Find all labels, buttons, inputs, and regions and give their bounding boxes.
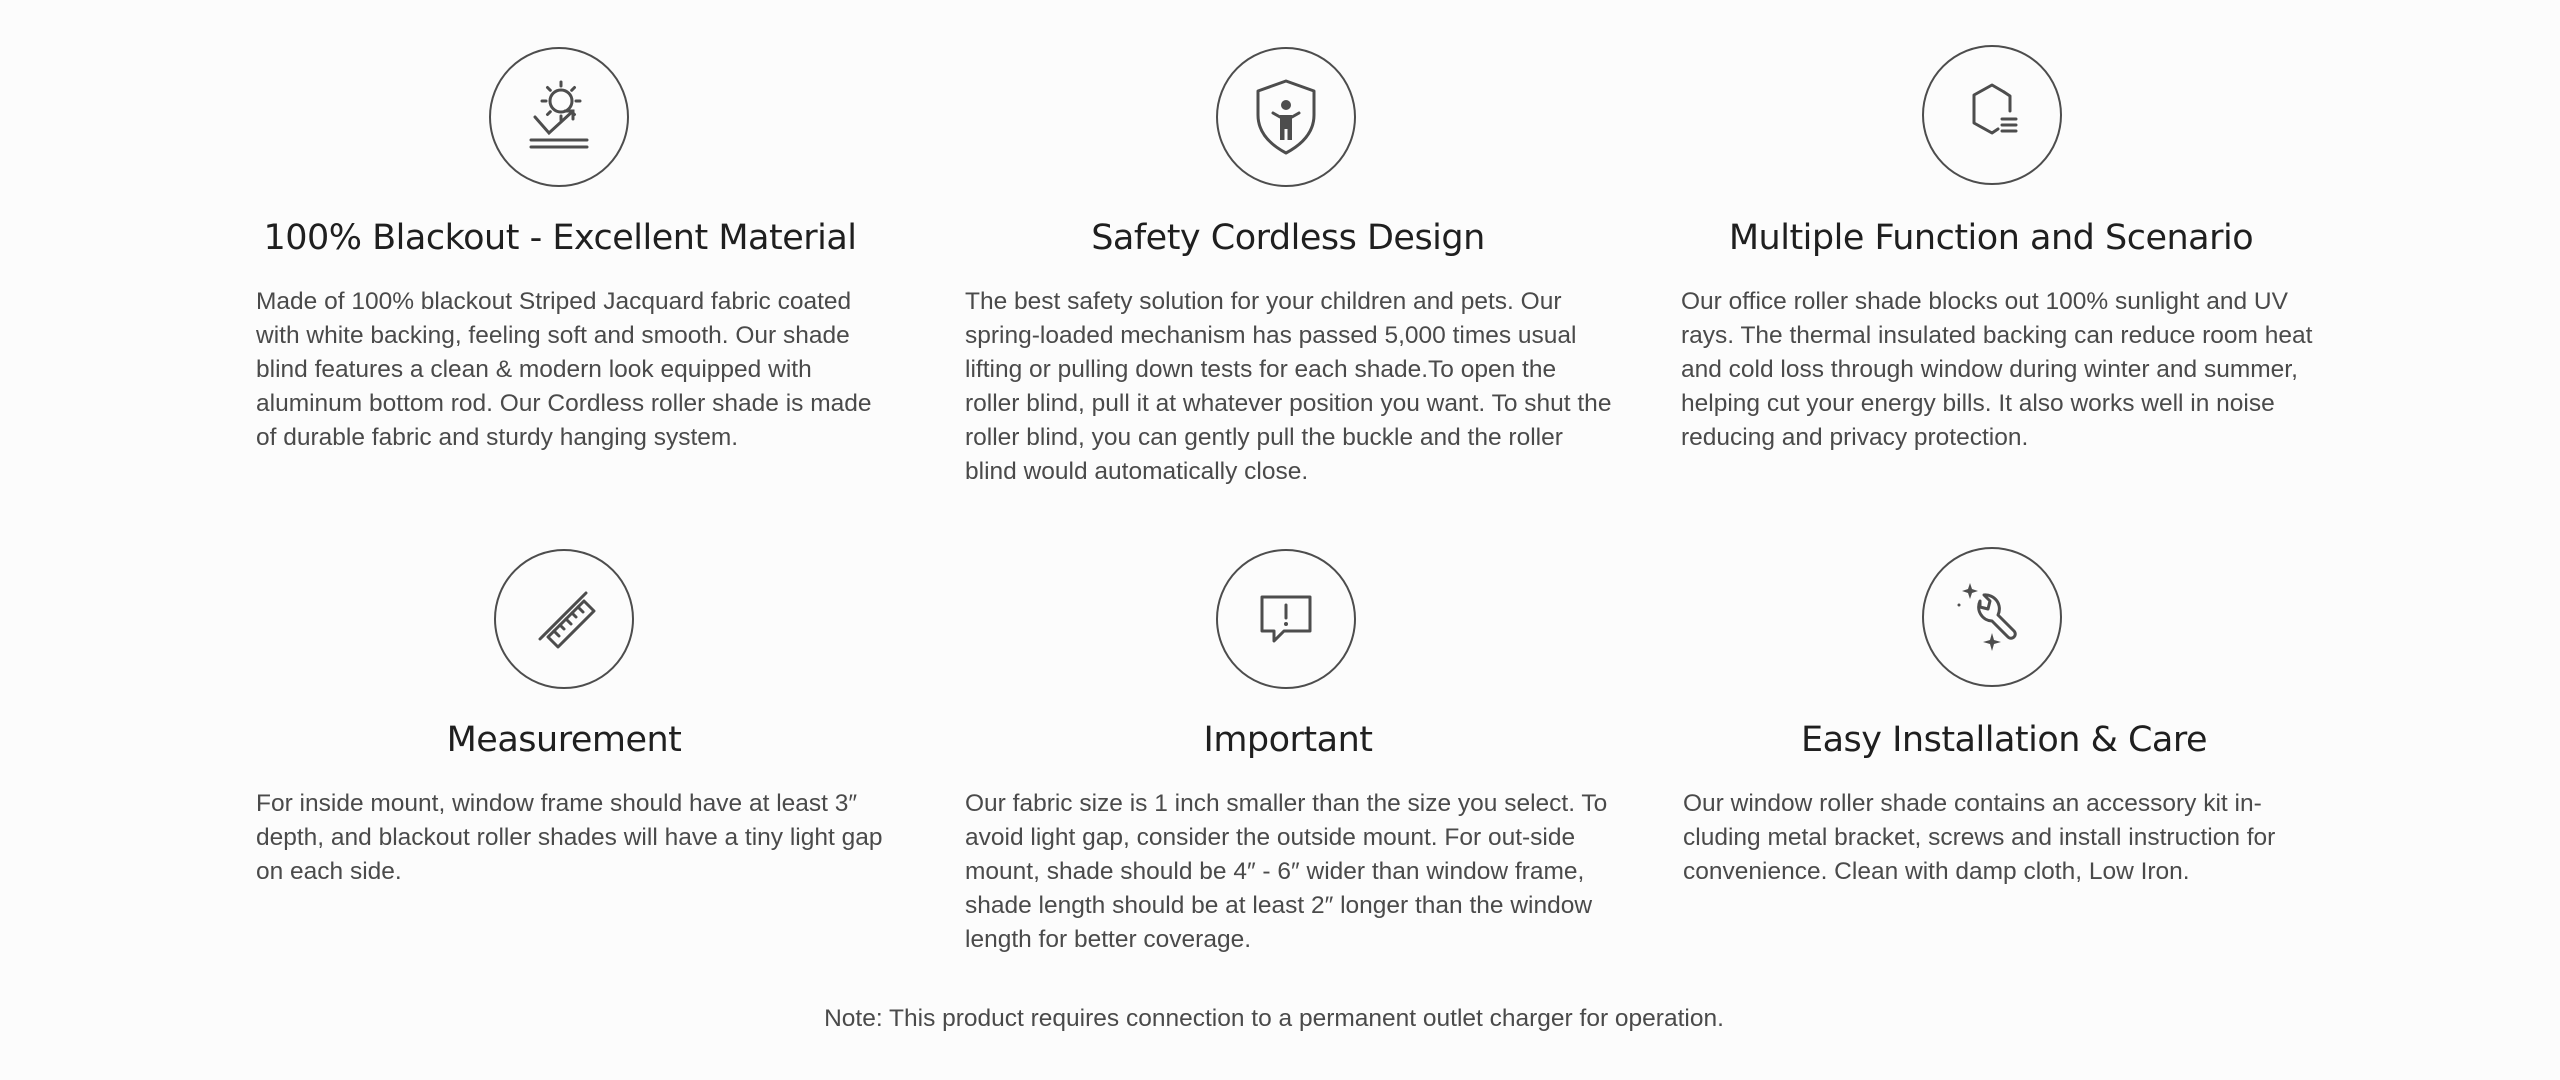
feature-title: 100% Blackout - Excellent Material	[263, 218, 857, 258]
feature-title: Measurement	[446, 720, 682, 760]
feature-description: Our fabric size is 1 inch smaller than the size you select. To avoid light gap, consider the outside mount. For out-side mount, shade should be 4″ - 6″ wider than window frame, shade length should be at least 2″ longer than the window length for better coverage.	[965, 790, 1608, 953]
alert-message-icon	[1216, 549, 1356, 689]
feature-title: Easy Installation & Care	[1800, 720, 2208, 760]
feature-description: The best safety solution for your children and pets. Our spring-loaded mechanism has passed 5,000 times usual lifting or pulling down tests for each shade.To open the roller blind, pull it at whatever position you want. To shut the roller blind, you can gently pull the buckle and the roller blind would automatically close.	[965, 288, 1612, 485]
feature-description: Our office roller shade blocks out 100% sunlight and UV rays. The thermal insulated backing can reduce room heat and cold loss through window during winter and summer, helping cut your energy bills. It also works well in noise reducing and privacy protection.	[1681, 288, 2313, 451]
child-safety-shield-icon	[1216, 47, 1356, 187]
feature-title: Safety Cordless Design	[1091, 218, 1485, 258]
feature-title: Multiple Function and Scenario	[1728, 218, 2254, 258]
ruler-icon	[494, 549, 634, 689]
feature-title: Important	[1203, 720, 1373, 760]
operation-note: Note: This product requires connection to a permanent outlet charger for operation.	[824, 1005, 1724, 1032]
feature-description: Made of 100% blackout Striped Jacquard fabric coated with white backing, feeling soft and smooth. Our shade blind features a clean & modern look equipped with aluminum bottom rod. Our Cordless roller shade is made of durable fabric and sturdy hanging system.	[256, 288, 872, 451]
hexagon-menu-icon	[1922, 45, 2062, 185]
feature-description: For inside mount, window frame should have at least 3″ depth, and blackout roller shades will have a tiny light gap on each side.	[256, 790, 883, 885]
sun-blocked-icon	[489, 47, 629, 187]
feature-description: Our window roller shade contains an accessory kit in-cluding metal bracket, screws and install instruction for convenience. Clean with damp cloth, Low Iron.	[1683, 790, 2276, 885]
wrench-sparkle-icon	[1922, 547, 2062, 687]
